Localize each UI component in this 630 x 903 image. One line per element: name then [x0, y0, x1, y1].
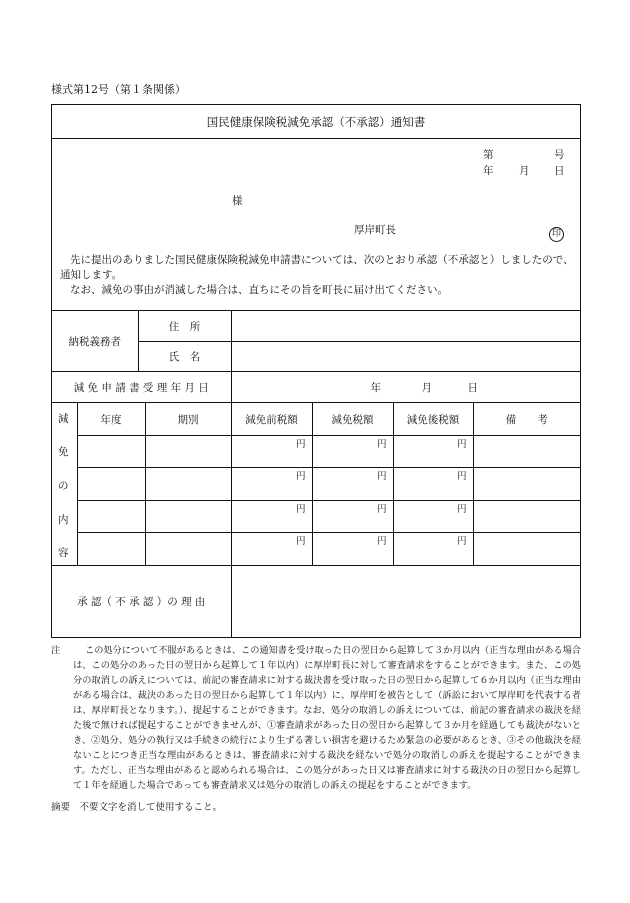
- tax-reduction-cell[interactable]: [312, 468, 393, 501]
- notes-text: この処分について不服があるときは、この通知書を受け取った日の翌日から起算して３か月以内（正当な理由がある場合は、この処分のあった日の翌日から起算して１年以内）に厚岸町長に対して審査請求をすることができます。また、この処分の取消しの訴えについては、前記の審査請求に対する裁決書を受け取った日の翌日から起算して６か月以内（正当な理由がある場合は、裁決のあった日の翌日から起算して１年以内）に、厚岸町を被告として（訴訟において厚岸町を代表する者は、厚岸町長となります。）、提起することができます。なお、処分の取消しの訴えについては、前記の審査請求の裁決を経た後で無ければ提起することができませんが、①審査請求があった日の翌日から起算して３か月を経過しても裁決がないとき、②処分、処分の執行又は手続きの続行により生ずる著しい損害を避けるため緊急の必要があるとき、③その他裁決を経ないことにつき正当な理由があるときは、審査請求に対する裁決を経ないで処分の取消しの訴えを提起することができます。ただし、正当な理由があると認められる場合は、この処分があった日又は審査請求に対する裁決の日の翌日から起算して１年を経過した場合であっても審査請求又は処分の取消しの訴えの提起をすることができます。: [73, 645, 581, 791]
- remarks-cell[interactable]: [473, 501, 580, 533]
- tax-after-cell[interactable]: [393, 533, 473, 566]
- fiscal-year-cell[interactable]: [77, 501, 145, 533]
- date-day: 日: [554, 165, 565, 177]
- receipt-date-table: [52, 371, 580, 403]
- table-row: [52, 533, 580, 566]
- yen-unit: 円: [376, 504, 387, 515]
- header-tax-before: 減免前税額: [231, 403, 312, 436]
- period-cell[interactable]: [145, 468, 231, 501]
- tax-reduction-cell[interactable]: [312, 533, 393, 566]
- tax-after-cell[interactable]: [393, 468, 473, 501]
- yen-unit: 円: [295, 536, 306, 547]
- receipt-date-label: 減 免 申 請 書 受 理 年 月 日: [52, 372, 231, 403]
- header-tax-after: 減免後税額: [393, 403, 473, 436]
- yen-unit: 円: [295, 471, 306, 482]
- tax-before-cell[interactable]: [231, 436, 312, 468]
- yen-unit: 円: [376, 471, 387, 482]
- fiscal-year-cell[interactable]: [77, 533, 145, 566]
- yen-unit: 円: [456, 471, 467, 482]
- side-char-5: 容: [58, 547, 69, 559]
- header-period: 期別: [145, 403, 231, 436]
- number-prefix: 第: [483, 149, 494, 161]
- taxpayer-table: [52, 310, 580, 372]
- reduction-detail-table: [52, 402, 580, 566]
- side-char-2: 免: [58, 446, 69, 458]
- address-label: 住 所: [138, 311, 231, 342]
- seal-icon: 印: [549, 227, 564, 242]
- period-cell[interactable]: [145, 501, 231, 533]
- header-fiscal-year: 年度: [77, 403, 145, 436]
- tax-after-cell[interactable]: [393, 436, 473, 468]
- yen-unit: 円: [456, 536, 467, 547]
- remarks-cell[interactable]: [473, 533, 580, 566]
- header-tax-reduction: 減免税額: [312, 403, 393, 436]
- table-row: [52, 436, 580, 468]
- seal-stamp: [549, 221, 564, 242]
- side-char-3: の: [58, 480, 69, 492]
- yen-unit: 円: [295, 504, 306, 515]
- side-char-4: 内: [58, 514, 69, 526]
- reason-label: 承 認（ 不 承 認 ）の 理 由: [52, 566, 231, 638]
- notes-head: 注: [51, 645, 61, 656]
- form-number-label: 様式第12号（第１条関係）: [51, 83, 186, 96]
- receipt-year: 年: [370, 382, 381, 394]
- document-title: 国民健康保険税減免承認（不承認）通知書: [52, 105, 580, 139]
- tax-before-cell[interactable]: [231, 501, 312, 533]
- detail-side-label: [52, 403, 77, 566]
- remarks-cell[interactable]: [473, 436, 580, 468]
- receipt-month: 月: [421, 382, 432, 394]
- taxpayer-label: 納税義務者: [52, 311, 138, 372]
- date-year: 年: [483, 165, 494, 177]
- receipt-day: 日: [467, 382, 478, 394]
- number-suffix: 号: [554, 149, 565, 161]
- issuer-name: 厚岸町長: [354, 224, 396, 236]
- tax-before-cell[interactable]: [231, 533, 312, 566]
- yen-unit: 円: [376, 439, 387, 450]
- yen-unit: 円: [295, 439, 306, 450]
- header-remarks: 備 考: [473, 403, 580, 436]
- name-label: 氏 名: [138, 342, 231, 372]
- tax-after-cell[interactable]: [393, 501, 473, 533]
- period-cell[interactable]: [145, 436, 231, 468]
- yen-unit: 円: [456, 439, 467, 450]
- receipt-date-field[interactable]: [231, 372, 580, 403]
- date-month: 月: [519, 165, 530, 177]
- notice-form: [51, 104, 581, 638]
- side-char-1: 減: [58, 413, 69, 425]
- body-paragraph-2: なお、減免の事由が消滅した場合は、直ちにその旨を町長に届け出てください。: [70, 284, 448, 296]
- table-row: [52, 468, 580, 501]
- body-paragraph-1: 先に提出のありました国民健康保険税減免申請書については、次のとおり承認（不承認と）しましたので、通知します。: [60, 254, 574, 281]
- tax-reduction-cell[interactable]: [312, 501, 393, 533]
- fiscal-year-cell[interactable]: [77, 436, 145, 468]
- yen-unit: 円: [456, 504, 467, 515]
- recipient-suffix: 様: [232, 195, 243, 207]
- yen-unit: 円: [376, 536, 387, 547]
- fiscal-year-cell[interactable]: [77, 468, 145, 501]
- period-cell[interactable]: [145, 533, 231, 566]
- address-field[interactable]: [231, 311, 580, 342]
- tax-reduction-cell[interactable]: [312, 436, 393, 468]
- tax-before-cell[interactable]: [231, 468, 312, 501]
- name-field[interactable]: [231, 342, 580, 372]
- reason-table: [52, 565, 580, 638]
- table-row: [52, 501, 580, 533]
- remarks-cell[interactable]: [473, 468, 580, 501]
- usage-remark: 摘要 不要文字を消して使用すること。: [51, 802, 223, 813]
- reason-field[interactable]: [231, 566, 580, 638]
